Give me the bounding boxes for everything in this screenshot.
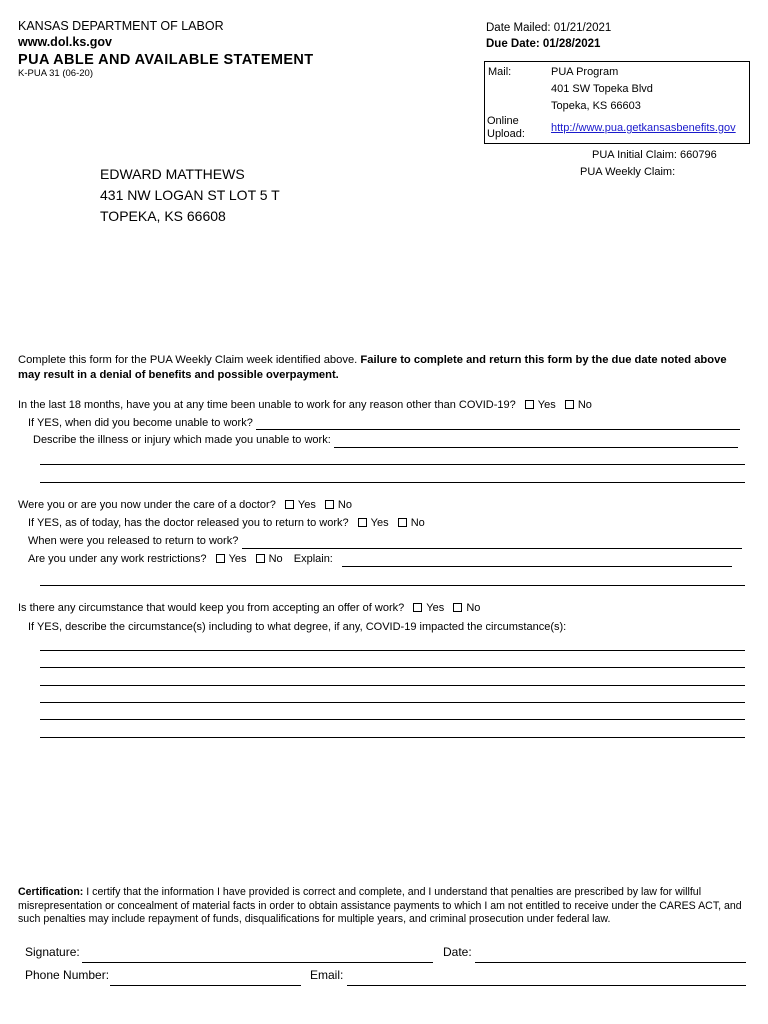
recipient-address1: 431 NW LOGAN ST LOT 5 T <box>100 187 280 203</box>
circumstance-line-6[interactable] <box>40 737 745 738</box>
when-unable-field[interactable] <box>256 429 740 430</box>
describe-illness-field[interactable] <box>334 447 738 448</box>
signature-field[interactable] <box>82 962 433 963</box>
weekly-claim-label: PUA Weekly Claim: <box>580 166 676 178</box>
q2-no-option[interactable] <box>319 499 352 511</box>
due-date-label: Due Date: <box>486 38 540 50</box>
initial-claim-label: PUA Initial Claim: <box>592 149 677 161</box>
form-title: PUA ABLE AND AVAILABLE STATEMENT <box>18 52 314 68</box>
q-doctor-care-text: Were you or are you now under the care of a doctor? <box>18 499 276 511</box>
q-work-restrictions <box>28 553 333 566</box>
q2b-yes-label: Yes <box>228 553 247 565</box>
q3-no-label: No <box>466 602 481 614</box>
q3-yes-checkbox[interactable] <box>413 603 422 612</box>
mail-address-line3: Topeka, KS 66603 <box>551 100 641 112</box>
q2a-no-option[interactable] <box>392 517 425 529</box>
q1-no-label: No <box>577 399 592 411</box>
email-field[interactable] <box>347 985 746 986</box>
q1-yes-checkbox[interactable] <box>525 400 534 409</box>
mail-label: Mail: <box>488 66 512 78</box>
email-label: Email: <box>310 968 344 982</box>
phone-label: Phone Number: <box>25 968 110 982</box>
certification-label: Certification: <box>18 886 84 898</box>
recipient-address2: TOPEKA, KS 66608 <box>100 208 226 224</box>
describe-illness-line-2[interactable] <box>40 464 745 465</box>
due-date <box>486 38 600 51</box>
recipient-name: EDWARD MATTHEWS <box>100 166 245 182</box>
q2a-no-label: No <box>410 517 425 529</box>
q2a-no-checkbox[interactable] <box>398 518 407 527</box>
q-circumstance-text: Is there any circumstance that would keep you from accepting an offer of work? <box>18 602 405 614</box>
q2-yes-label: Yes <box>297 499 316 511</box>
date-mailed-value: 01/21/2021 <box>553 22 612 34</box>
instructions-warning: Failure to complete and return this form by the due date noted above may result in a denial of benefits and possible overpayment. <box>18 354 727 381</box>
when-unable-label: If YES, when did you become unable to work? <box>28 417 253 429</box>
q-doctor-released-text: If YES, as of today, has the doctor released you to return to work? <box>28 517 349 529</box>
when-released-field[interactable] <box>242 548 742 549</box>
describe-circumstance-label: If YES, describe the circumstance(s) including to what degree, if any, COVID-19 impacted the circumstance(s): <box>28 621 567 633</box>
q2a-yes-option[interactable] <box>352 517 389 529</box>
q2b-yes-option[interactable] <box>210 553 247 565</box>
q2b-yes-checkbox[interactable] <box>216 554 225 563</box>
instructions-normal: Complete this form for the PUA Weekly Claim week identified above. <box>18 354 361 366</box>
phone-field[interactable] <box>110 985 301 986</box>
q3-no-checkbox[interactable] <box>453 603 462 612</box>
q1-no-checkbox[interactable] <box>565 400 574 409</box>
q1-yes-label: Yes <box>537 399 556 411</box>
date-label: Date: <box>443 945 472 959</box>
q2b-no-checkbox[interactable] <box>256 554 265 563</box>
online-label-2: Upload: <box>487 128 525 140</box>
circumstance-line-5[interactable] <box>40 719 745 720</box>
explain-label: Explain: <box>293 553 333 565</box>
describe-illness-label: Describe the illness or injury which made you unable to work: <box>33 434 331 446</box>
upload-link[interactable]: http://www.pua.getkansasbenefits.gov <box>551 122 736 134</box>
date-field[interactable] <box>475 962 746 963</box>
signature-label: Signature: <box>25 945 80 959</box>
q3-no-option[interactable] <box>447 602 480 614</box>
q-work-restrictions-text: Are you under any work restrictions? <box>28 553 207 565</box>
mail-address-line1: PUA Program <box>551 66 619 78</box>
q2a-yes-checkbox[interactable] <box>358 518 367 527</box>
q-doctor-released <box>28 517 425 530</box>
due-date-value: 01/28/2021 <box>542 38 601 50</box>
q2a-yes-label: Yes <box>370 517 389 529</box>
q2-yes-option[interactable] <box>279 499 316 511</box>
q2b-no-label: No <box>268 553 283 565</box>
form-code: K-PUA 31 (06-20) <box>18 68 93 79</box>
explain-line-2[interactable] <box>40 585 745 586</box>
q-unable-to-work-text: In the last 18 months, have you at any time been unable to work for any reason other than COVID-19? <box>18 399 516 411</box>
q1-yes-option[interactable] <box>519 399 556 411</box>
q-circumstance <box>18 602 480 615</box>
explain-field[interactable] <box>342 566 732 567</box>
agency-website: www.dol.ks.gov <box>18 35 112 49</box>
q2b-no-option[interactable] <box>250 553 283 565</box>
q-unable-to-work <box>18 399 592 412</box>
circumstance-line-3[interactable] <box>40 685 745 686</box>
q3-yes-label: Yes <box>426 602 445 614</box>
q-doctor-care <box>18 499 352 512</box>
instructions <box>18 353 750 382</box>
mail-address-line2: 401 SW Topeka Blvd <box>551 83 653 95</box>
circumstance-line-2[interactable] <box>40 667 745 668</box>
certification <box>18 886 750 927</box>
initial-claim <box>592 149 717 162</box>
when-released-label: When were you released to return to work? <box>28 535 239 547</box>
certification-text: I certify that the information I have provided is correct and complete, and I understand that penalties are prescribed by law for willful misrepresentation or concealment of material facts in order to obtain assistance payments to which I am not entitled to receive under the CARES ACT, and such penalties may include repayment of funds, disqualifications for multiple years, and criminal prosecution under federal law. <box>18 886 742 926</box>
q3-yes-option[interactable] <box>407 602 444 614</box>
date-mailed-label: Date Mailed: <box>486 22 551 34</box>
q2-no-label: No <box>337 499 352 511</box>
circumstance-line-4[interactable] <box>40 702 745 703</box>
initial-claim-value: 660796 <box>680 149 717 161</box>
q1-no-option[interactable] <box>559 399 592 411</box>
describe-illness-line-3[interactable] <box>40 482 745 483</box>
q2-no-checkbox[interactable] <box>325 500 334 509</box>
date-mailed <box>486 22 611 35</box>
agency-name: KANSAS DEPARTMENT OF LABOR <box>18 19 224 33</box>
circumstance-line-1[interactable] <box>40 650 745 651</box>
online-label-1: Online <box>487 115 519 127</box>
q2-yes-checkbox[interactable] <box>285 500 294 509</box>
